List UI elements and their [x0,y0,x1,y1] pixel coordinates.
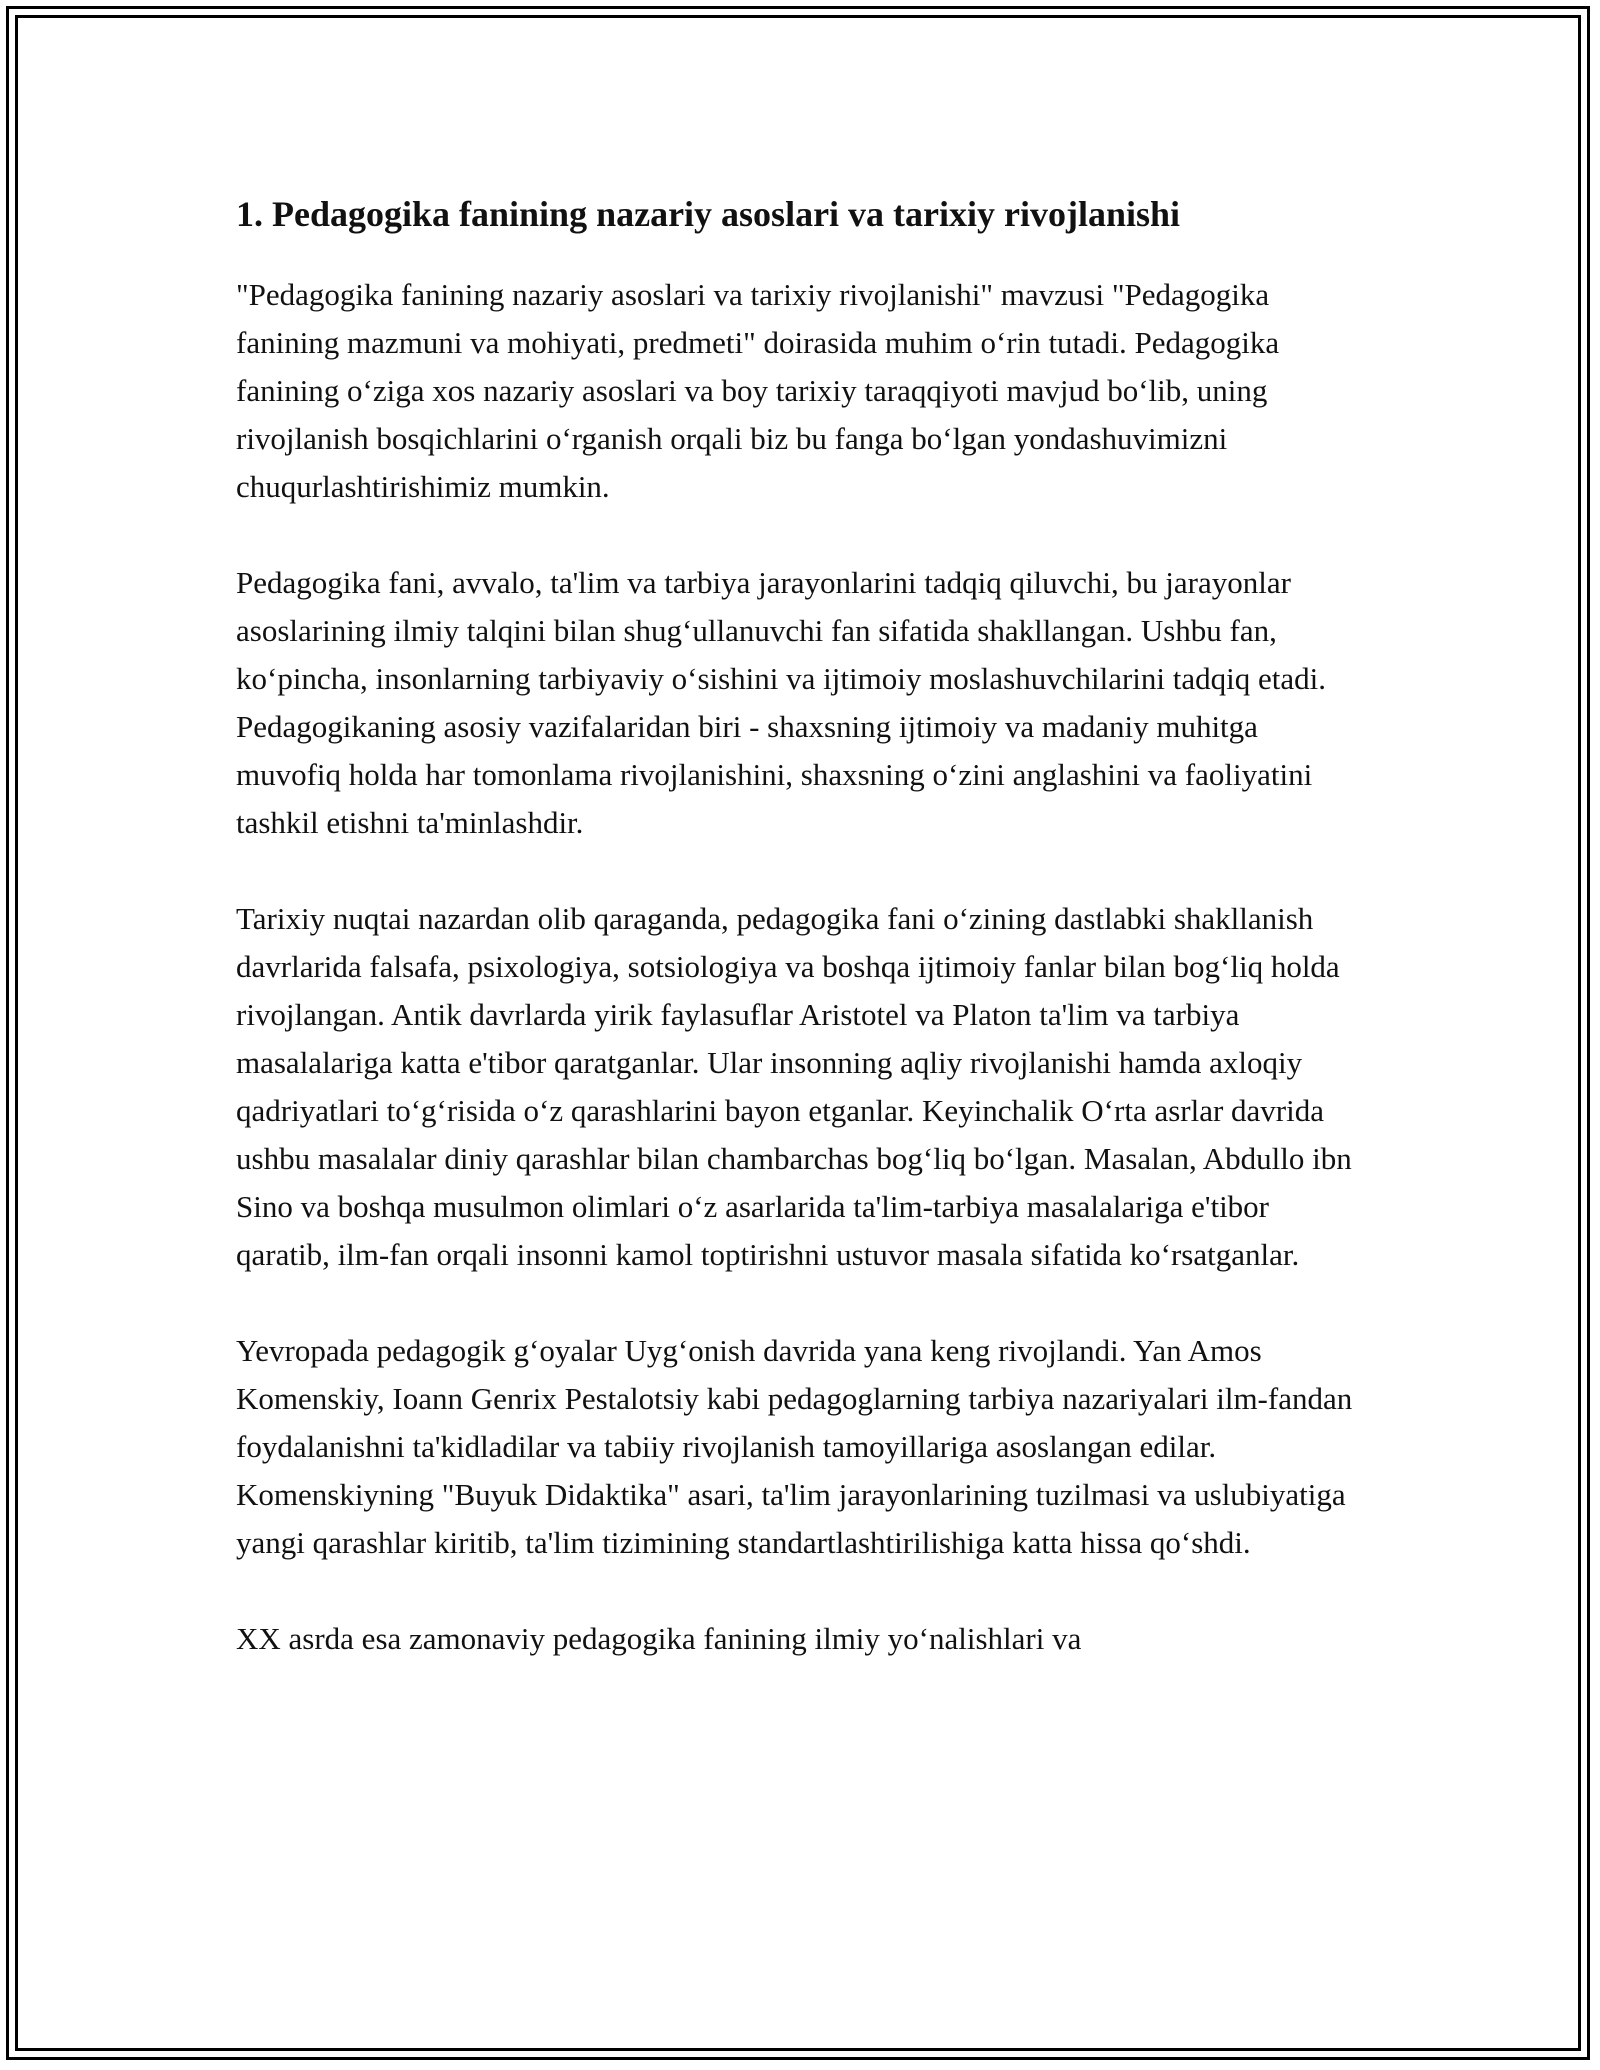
document-title: 1. Pedagogika fanining nazariy asoslari va tarixiy rivojlanishi [236,194,1181,234]
paragraph-1: "Pedagogika fanining nazariy asoslari va tarixiy rivojlanishi" mavzusi "Pedagogika fanining mazmuni va mohiyati, predmeti" doirasida muhim o‘rin tutadi. Pedagogika fanining o‘ziga xos nazariy asoslari va boy tarixiy taraqqiyoti mavjud bo‘lib, uning rivojlanish bosqichlarini o‘rganish orqali biz bu fanga bo‘lgan yondashuvimizni chuqurlashtirishimiz mumkin. [236,277,1280,504]
document-body [236,190,1366,1711]
paragraph-2: Pedagogika fani, avvalo, ta'lim va tarbiya jarayonlarini tadqiq qiluvchi, bu jarayonlar asoslarining ilmiy talqini bilan shug‘ullanuvchi fan sifatida shakllangan. Ushbu fan, ko‘pincha, insonlarning tarbiyaviy o‘sishini va ijtimoiy moslashuvchilarini tadqiq etadi. Pedagogikaning asosiy vazifalaridan biri - shaxsning ijtimoiy va madaniy muhitga muvofiq holda har tomonlama rivojlanishini, shaxsning o‘zini anglashini va faoliyatini tashkil etishni ta'minlashdir. [236,565,1326,840]
paragraph-4: Yevropada pedagogik g‘oyalar Uyg‘onish davrida yana keng rivojlandi. Yan Amos Komenskiy, Ioann Genrix Pestalotsiy kabi pedagoglarning tarbiya nazariyalari ilm-fandan foydalanishni ta'kidladilar va tabiiy rivojlanish tamoyillariga asoslangan edilar. Komenskiyning "Buyuk Didaktika" asari, ta'lim jarayonlarining tuzilmasi va uslubiyatiga yangi qarashlar kiritib, ta'lim tizimining standartlashtirilishiga katta hissa qo‘shdi. [236,1333,1353,1560]
paragraph-5: XX asrda esa zamonaviy pedagogika fanining ilmiy yo‘nalishlari va [236,1621,1082,1656]
paragraph-3: Tarixiy nuqtai nazardan olib qaraganda, pedagogika fani o‘zining dastlabki shakllanish davrlarida falsafa, psixologiya, sotsiologiya va boshqa ijtimoiy fanlar bilan bog‘liq holda rivojlangan. Antik davrlarda yirik faylasuflar Aristotel va Platon ta'lim va tarbiya masalalariga katta e'tibor qaratganlar. Ular insonning aqliy rivojlanishi hamda axloqiy qadriyatlari to‘g‘risida o‘z qarashlarini bayon etganlar. Keyinchalik O‘rta asrlar davrida ushbu masalalar diniy qarashlar bilan chambarchas bog‘liq bo‘lgan. Masalan, Abdullo ibn Sino va boshqa musulmon olimlari o‘z asarlarida ta'lim-tarbiya masalalariga e'tibor qaratib, ilm-fan orqali insonni kamol toptirishni ustuvor masala sifatida ko‘rsatganlar. [236,901,1352,1272]
